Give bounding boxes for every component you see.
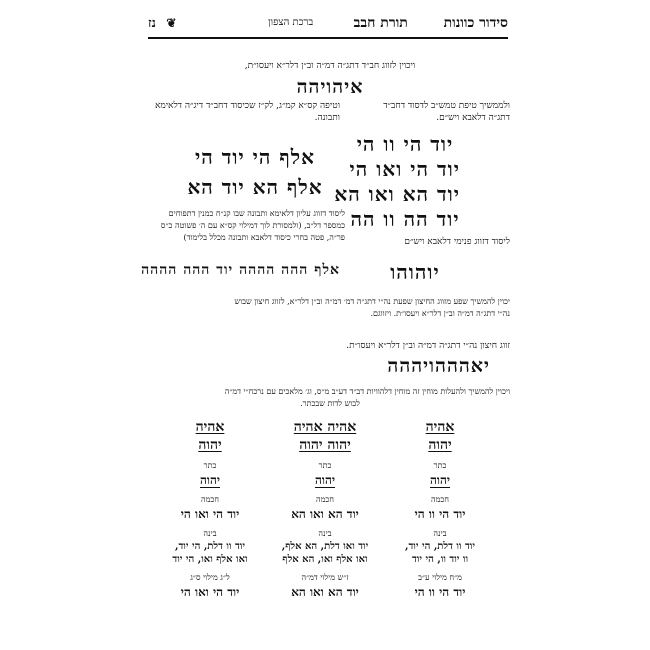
- col-keter-value: יהוה: [314, 473, 336, 487]
- left-name-2: אלף הא יוד הא: [187, 175, 323, 199]
- col-milui-label: ל״ג מילוי ס״ג: [190, 573, 230, 582]
- col-milui-value: יוד הי ואו הי: [180, 585, 240, 599]
- col-bina-label: בינה: [203, 529, 217, 538]
- col-bina-line-2: וו יוד וו, הי יוד: [412, 554, 468, 565]
- col-bina-line-1: יוד ואו דלת, הא אלף,: [281, 541, 369, 552]
- col-bina-label: בינה: [433, 529, 447, 538]
- right-yesod-name: יוהוהו: [390, 260, 440, 284]
- col-name-top: אהיה: [425, 419, 455, 435]
- col-chochma-label: חכמה: [316, 495, 334, 504]
- col-bina-line-2: ואו אלף ואו, הא אלף: [282, 554, 368, 565]
- chapter-title: תורת חבב: [353, 15, 408, 31]
- page-number: נז: [148, 16, 156, 31]
- col-chochma-label: חכמה: [431, 495, 449, 504]
- right-text-2: דתג״ה דלאבא ויש״ם.: [436, 113, 510, 123]
- left-name-1: אלף הי יוד הי: [195, 145, 315, 169]
- col-chochma-value: יוד הי ואו הי: [180, 507, 240, 521]
- col-milui-label: ז״ש מילוי דמ״ה: [301, 573, 349, 582]
- left-text-2: ותבונה.: [314, 113, 340, 123]
- col-bina-line-1: יוד וו דלת, הי יוד,: [175, 541, 245, 552]
- col-chochma-value: יוד הי וו הי: [414, 507, 466, 521]
- combined-line-1: יכוין להמשיך שפע מזווג החיצון שפעת נה״י דתג״ה דמ׳ דמ״ה וב״ן דלר״א, לזווג חיצון שבוש: [234, 297, 510, 306]
- col-bina-line-1: יוד וו דלת, הי יוד,: [405, 541, 475, 552]
- col-keter-label: כתר: [203, 461, 217, 470]
- book-title: סידור כוונות: [443, 15, 508, 31]
- column-right: [380, 418, 500, 648]
- col-bina-label: בינה: [318, 529, 332, 538]
- right-yesod-line: ליסוד דזווג פנימי דלאבא ויש״ם: [404, 237, 510, 247]
- intro-line: ויכוין לזווג חב״ד דתג״ה דמ״ה וב״ן דלר״א ויעסו״ת,: [244, 61, 416, 71]
- right-row-2: יוד הי ואו הי: [349, 157, 460, 181]
- section-title: ברכת הצפון: [268, 17, 314, 28]
- column-left: [150, 418, 270, 648]
- col-keter-label: כתר: [433, 461, 447, 470]
- page-header: [148, 9, 508, 39]
- col-keter-value: יהוה: [429, 473, 451, 487]
- col-chochma-value: יוד הא ואו הא: [291, 507, 359, 521]
- col-chochma-label: חכמה: [201, 495, 219, 504]
- column-center: [265, 418, 385, 648]
- col-name-bottom: יהוה: [428, 437, 452, 453]
- combined-line-4: ויכוין להמשיך ולהעלות מוחין זה מוחין דלהוויות דב״ד דע״ב מ״ס, וג׳ מלאכים עם נרכח״י דמ״ה: [224, 387, 510, 396]
- combined-name: אלף ההה הההה יוד ההה הההה: [141, 262, 340, 278]
- col-name-top: אהיה אהיה: [293, 419, 357, 435]
- left-yesod-1: ליסוד דזווג עליון דלאימא ותבונה שבו קנ״ח כמנין דתפוחים: [168, 209, 345, 218]
- combined-name-2: יאהההויההה: [387, 355, 490, 377]
- right-row-1: יוד הי וו הי: [356, 132, 454, 156]
- col-keter-value: יהוה: [199, 473, 221, 487]
- left-text-1: וטיפה קס״א קמ״ג, לק״ז שכיסוד דחב״ד דיג״ה דלאימא: [154, 101, 340, 111]
- col-name-bottom: יהוה: [198, 437, 222, 453]
- left-yesod-3: פר״ה, פטה בחרי כיסוד דלאבא ותבונה מכלל בלימוד): [183, 233, 345, 242]
- right-row-3: יוד הא ואו הא: [334, 182, 460, 206]
- right-row-4: יוד הה וו הה: [350, 207, 460, 231]
- intro-name: איהויהה: [296, 76, 364, 98]
- col-milui-label: מ״ח מילוי ע״ב: [418, 573, 462, 582]
- col-name-top: אהיה: [195, 419, 225, 435]
- col-bina-line-2: ואו אלף ואו, הי יוד: [172, 554, 248, 565]
- left-yesod-2: כמספר דל״ב, (ולמסורת לוך דמילוי קס״א עם ה׳ פשוטה כ״ס: [160, 221, 345, 230]
- right-text-1: ולממשיך טיפת טמש״ב לדסוד דחב״ד: [383, 101, 510, 111]
- col-milui-value: יוד הי וו הי: [414, 585, 466, 599]
- combined-line-2: נה״י דתג״ה דמ״ה וב״ן דלר״א ויעסו״ת. ויזווגם.: [370, 309, 510, 318]
- combined-line-3: זווג חיצון נה״י דתג״ה דמ״ה וב״ן דלר״א ויעסו״ת.: [346, 341, 510, 351]
- combined-line-5: לבוש לדות שבכתר.: [300, 399, 360, 408]
- col-keter-label: כתר: [318, 461, 332, 470]
- ornament-icon: ❦: [166, 16, 177, 30]
- col-milui-value: יוד הא ואו הא: [291, 585, 359, 599]
- col-name-bottom: יהוה יהוה: [299, 437, 351, 453]
